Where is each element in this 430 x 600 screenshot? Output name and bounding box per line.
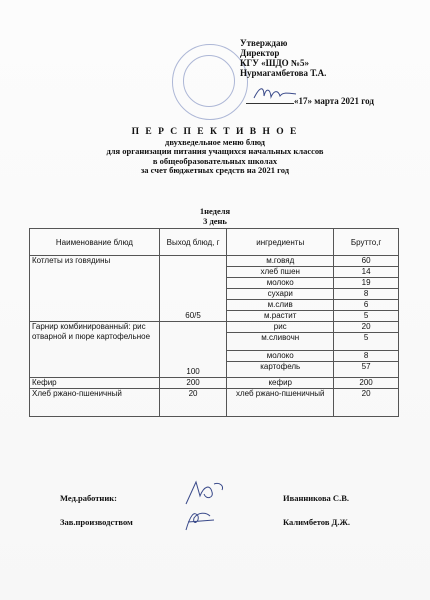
week-day-block xyxy=(0,206,430,226)
ingredient-gross: 5 xyxy=(334,333,399,351)
dish-name: Хлеб ржано-пшеничный xyxy=(30,389,160,417)
head-production-label: Зав.производством xyxy=(60,517,133,527)
official-stamp xyxy=(172,44,248,120)
head-production-name: Калимбетов Д.Ж. xyxy=(283,517,351,527)
approval-date: «17» марта 2021 год xyxy=(294,96,374,106)
table-row xyxy=(30,378,399,389)
header-gross: Брутто,г xyxy=(334,229,399,256)
med-worker-signature xyxy=(178,478,228,508)
med-worker-label: Мед.работник: xyxy=(60,493,117,503)
menu-table xyxy=(29,228,399,417)
ingredient-name: кефир xyxy=(227,378,334,389)
dish-name: Котлеты из говядины xyxy=(30,256,160,322)
ingredient-name: рис xyxy=(227,322,334,333)
ingredient-gross: 8 xyxy=(334,351,399,362)
header-dish-name: Наименование блюд xyxy=(30,229,160,256)
ingredient-gross: 57 xyxy=(334,362,399,378)
dish-name: Кефир xyxy=(30,378,160,389)
ingredient-name: молоко xyxy=(227,351,334,362)
ingredient-gross: 20 xyxy=(334,322,399,333)
table-row xyxy=(30,389,399,417)
ingredient-name: молоко xyxy=(227,278,334,289)
ingredient-gross: 5 xyxy=(334,311,399,322)
ingredient-name: хлеб пшен xyxy=(227,267,334,278)
title-line-4: в общеобразовательных школах xyxy=(152,155,278,166)
approval-line-2: Директор xyxy=(240,48,280,58)
dish-yield: 20 xyxy=(159,389,226,417)
ingredient-name: м.сливочн xyxy=(227,333,334,351)
title-main: П Е Р С П Е К Т И В Н О Е xyxy=(131,127,299,137)
week-label: 1неделя xyxy=(199,206,231,216)
table-header-row xyxy=(30,229,399,256)
approval-line-3: КГУ «ШДО №5» xyxy=(240,58,309,68)
approval-date-line xyxy=(246,95,374,106)
ingredient-name: м.слив xyxy=(227,300,334,311)
header-ingredients: ингредиенты xyxy=(227,229,334,256)
table-row xyxy=(30,256,399,267)
ingredient-gross: 60 xyxy=(334,256,399,267)
title-line-5: за счет бюджетных средств на 2021 год xyxy=(140,165,290,176)
title-line-3: для организации питания учащихся начальных классов xyxy=(106,146,324,157)
signature-blank xyxy=(246,95,294,104)
ingredient-name: м.говяд xyxy=(227,256,334,267)
dish-yield: 200 xyxy=(159,378,226,389)
approval-line-1: Утверждаю xyxy=(240,38,288,48)
table-row xyxy=(30,322,399,333)
ingredient-gross: 200 xyxy=(334,378,399,389)
day-label: 3 день xyxy=(203,216,227,226)
document-title xyxy=(0,128,430,176)
ingredient-name: хлеб ржано-пшеничный xyxy=(227,389,334,417)
header-yield: Выход блюд, г xyxy=(159,229,226,256)
ingredient-gross: 14 xyxy=(334,267,399,278)
ingredient-gross: 19 xyxy=(334,278,399,289)
dish-yield: 100 xyxy=(159,322,226,378)
ingredient-gross: 8 xyxy=(334,289,399,300)
head-production-signature xyxy=(180,506,220,534)
dish-name: Гарнир комбинированный: рис отварной и пюре картофельное xyxy=(30,322,160,378)
ingredient-name: картофель xyxy=(227,362,334,378)
ingredient-gross: 20 xyxy=(334,389,399,417)
dish-yield: 60/5 xyxy=(159,256,226,322)
med-worker-name: Иванникова С.В. xyxy=(283,493,349,503)
approval-line-4: Нурмагамбетова Т.А. xyxy=(240,68,327,78)
ingredient-name: м.растит xyxy=(227,311,334,322)
ingredient-gross: 6 xyxy=(334,300,399,311)
title-line-2: двухведельное меню блюд xyxy=(165,136,265,147)
approval-block xyxy=(240,38,326,78)
ingredient-name: сухари xyxy=(227,289,334,300)
